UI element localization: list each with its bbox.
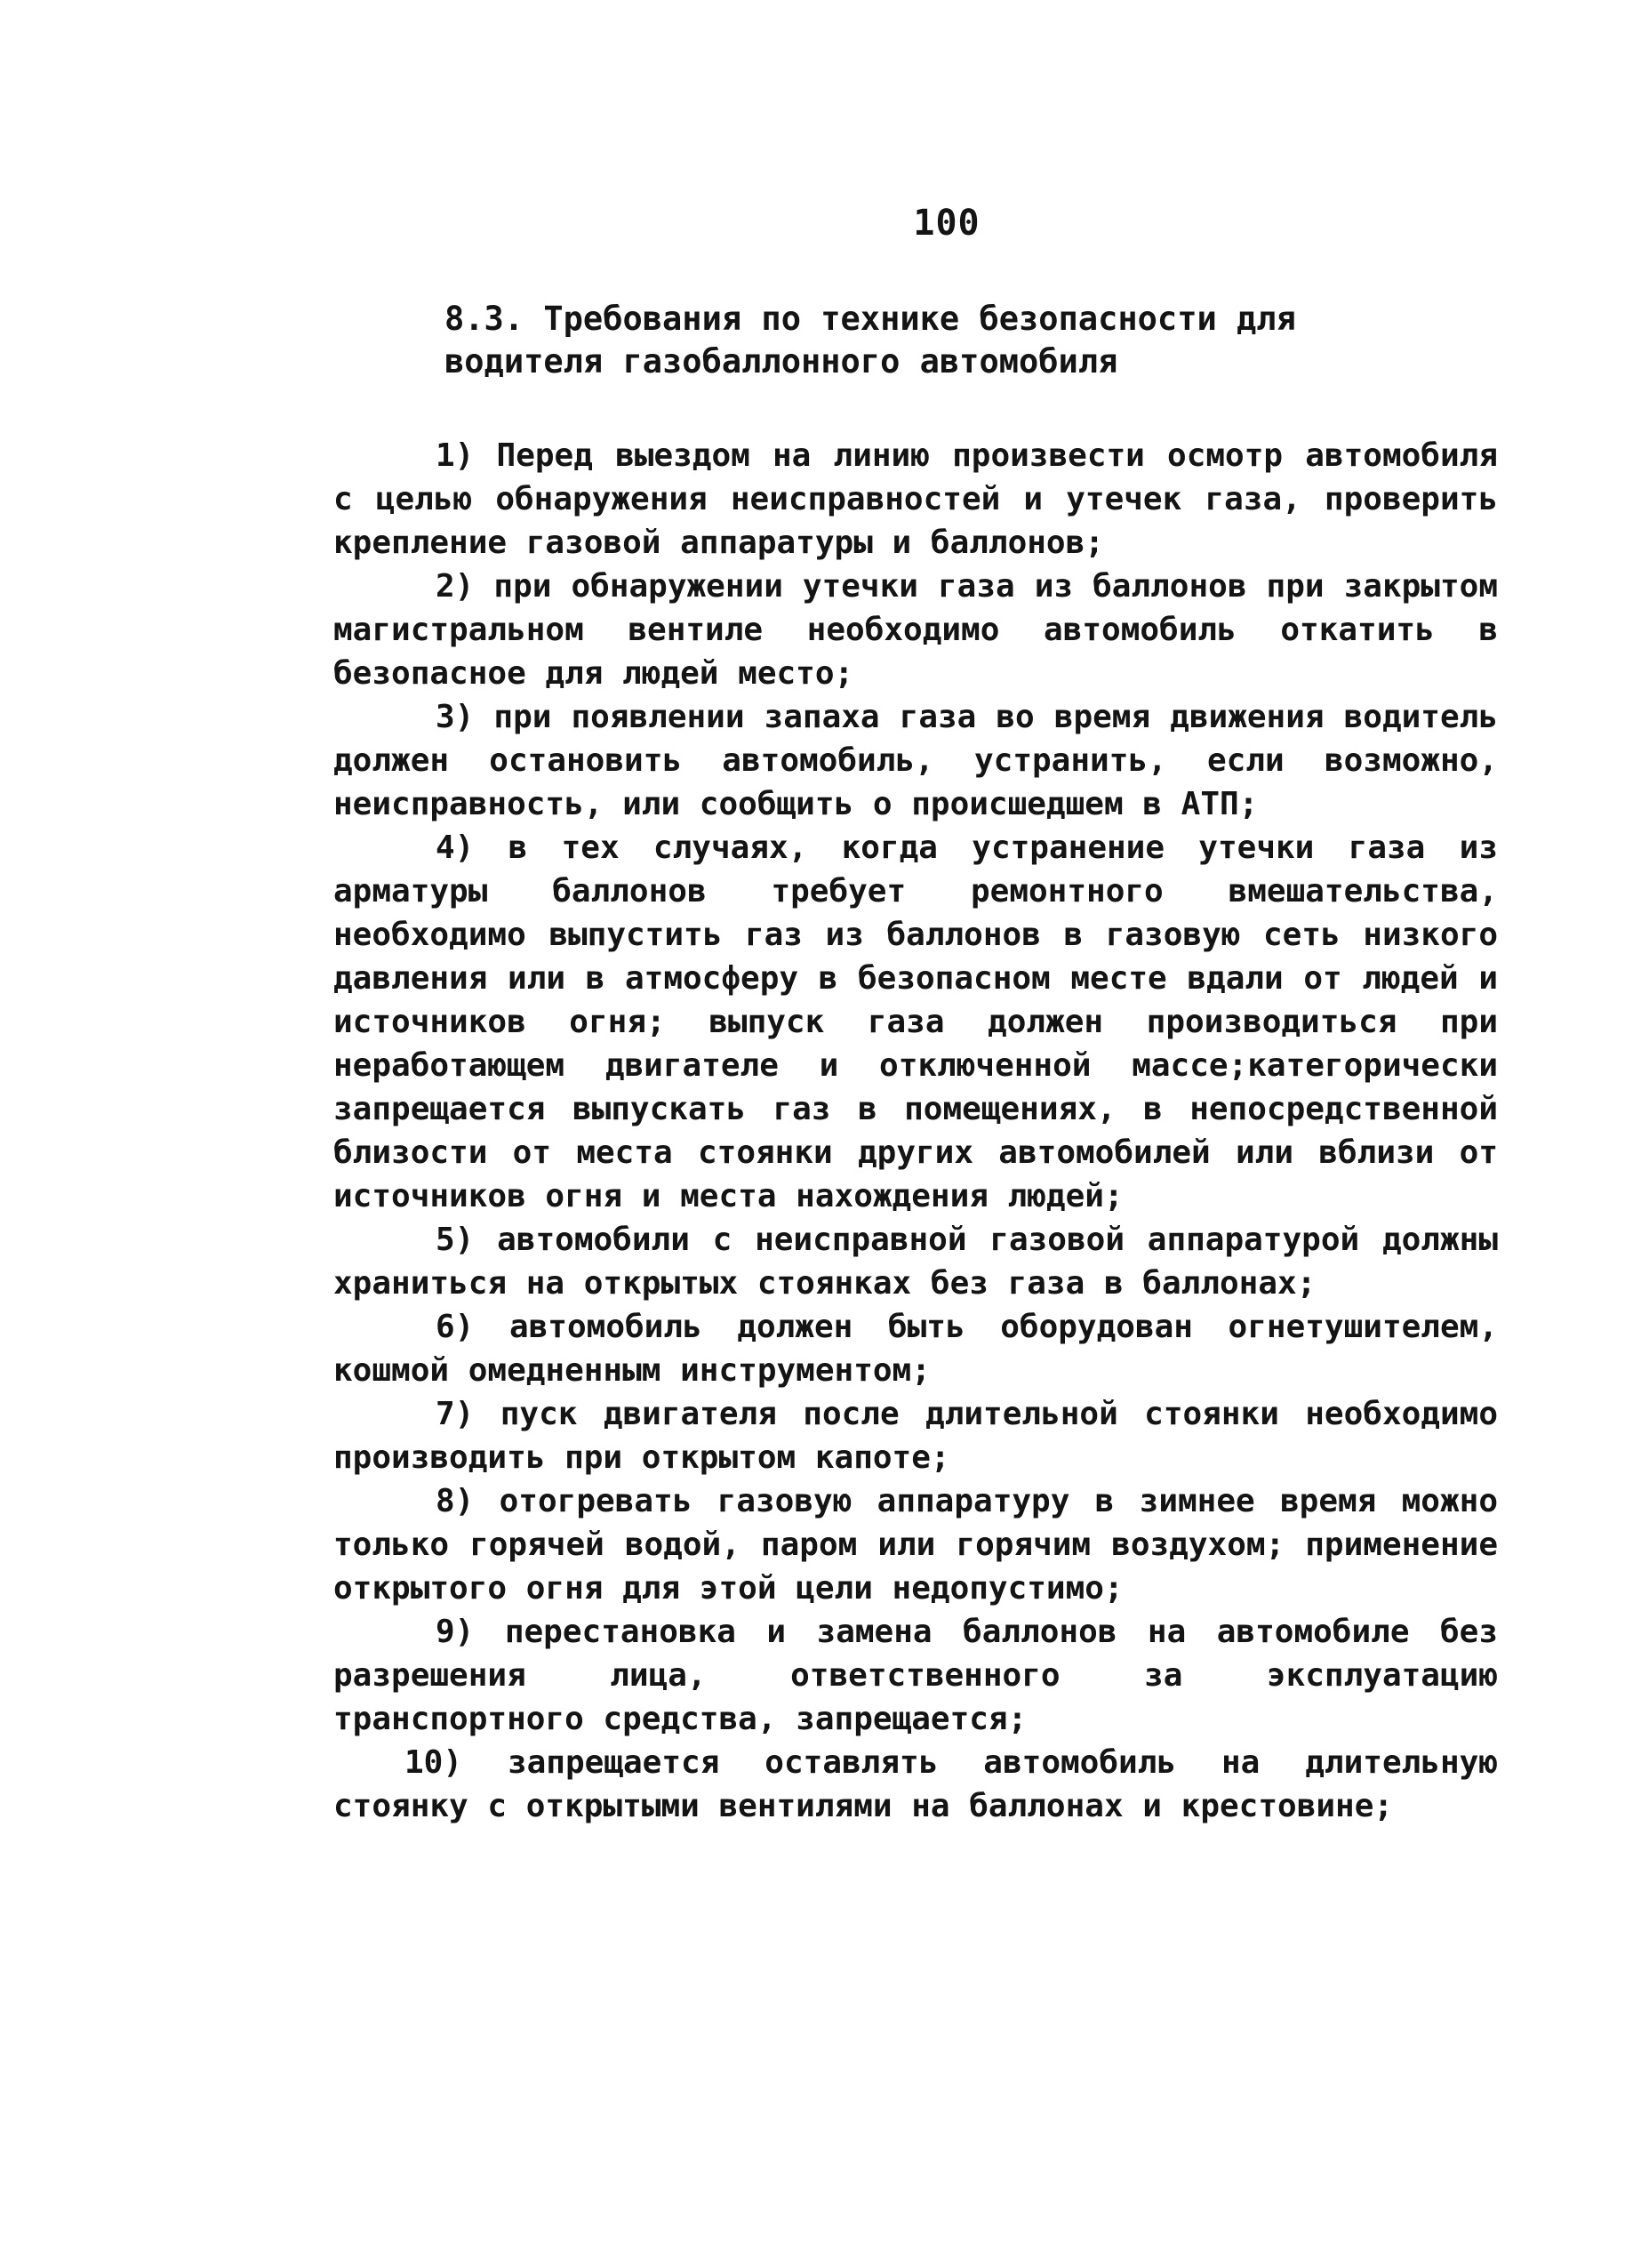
list-item: 5) автомобили с неисправной газовой аппаратурой должны храниться на открытых стоянках без газа в баллонах;	[333, 1222, 1498, 1302]
list-item: 9) перестановка и замена баллонов на автомобиле без разрешения лица, ответственного за эксплуатацию транспортного средства, запрещается;	[333, 1614, 1498, 1737]
page-number: 100	[913, 203, 981, 244]
list-item: 3) при появлении запаха газа во время движения водитель должен остановить автомобиль, устранить, если возможно, неисправность, или сообщить о происшедшем в АТП;	[333, 699, 1498, 822]
safety-requirements-list	[333, 434, 1498, 1828]
section-heading: 8.3. Требования по технике безопасности для водителя газобаллонного автомобиля	[444, 300, 1296, 381]
list-item: 6) автомобиль должен быть оборудован огнетушителем, кошмой омедненным инструментом;	[333, 1309, 1498, 1389]
list-item: 10) запрещается оставлять автомобиль на длительную стоянку с открытыми вентилями на баллонах и крестовине;	[333, 1744, 1498, 1824]
list-item: 4) в тех случаях, когда устранение утечки газа из арматуры баллонов требует ремонтного вмешательства, необходимо выпустить газ из баллонов в газовую сеть низкого давления или в атмосферу в безопасном месте вдали от людей и источников огня; выпуск газа должен производиться при неработающем двигателе и отключенной массе;категорически запрещается выпускать газ в помещениях, в непосредственной близости от места стоянки других автомобилей или вблизи от источников огня и места нахождения людей;	[333, 829, 1498, 1214]
list-item: 7) пуск двигателя после длительной стоянки необходимо производить при открытом капоте;	[333, 1396, 1498, 1476]
list-item: 2) при обнаружении утечки газа из баллонов при закрытом магистральном вентиле необходимо автомобиль откатить в безопасное для людей место;	[333, 568, 1498, 692]
list-item: 1) Перед выездом на линию произвести осмотр автомобиля с целью обнаружения неисправностей и утечек газа, проверить крепление газовой аппаратуры и баллонов;	[333, 437, 1498, 561]
list-item: 8) отогревать газовую аппаратуру в зимнее время можно только горячей водой, паром или горячим воздухом; применение открытого огня для этой цели недопустимо;	[333, 1483, 1498, 1607]
